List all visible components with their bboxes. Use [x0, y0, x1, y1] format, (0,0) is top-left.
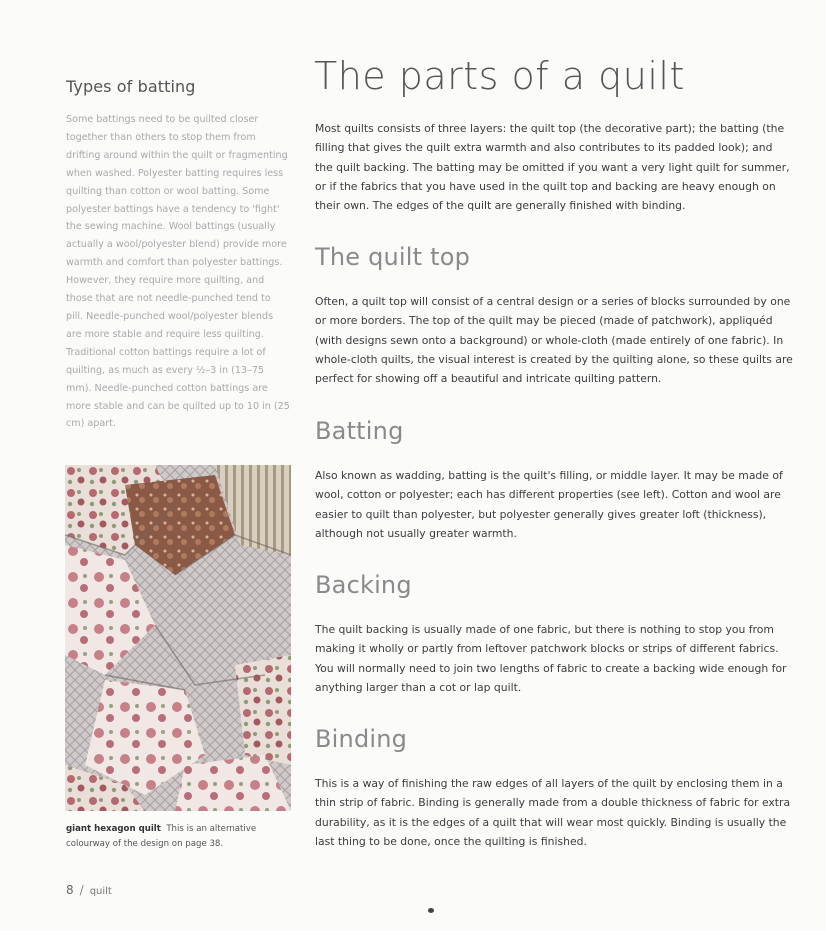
photo-caption [66, 822, 296, 851]
folio-separator: / [79, 883, 84, 897]
section-heading-binding: Binding [315, 725, 408, 753]
sidebar-body-text: Some battings need to be quilted closer together than others to stop them from drifting around within the quilt or fragmenting when washed. Polyester batting requires less quilting than cotton or wool batting. Some polyester battings have a tendency to 'fight' the sewing machine. Wool battings (usually actually a wool/polyester blend) provide more warmth and comfort than polyester battings. However, they require more quilting, and those that are not needle-punched tend to pill. Needle-punched wool/polyester blends are more stable and require less quilting. Traditional cotton battings require a lot of quilting, as much as every ½–3 in (13–75 mm). Needle-punched cotton battings are more stable and can be quilted up to 10 in (25 cm) apart. [66, 114, 290, 430]
decorative-dot [428, 908, 434, 913]
quilt-photo-illustration [65, 465, 291, 811]
section-body-binding: This is a way of finishing the raw edges of all layers of the quilt by enclosing them in a thin strip of fabric. Binding is generally made from a double thickness of fabric for extra durability, as it is the edges of a quilt that will wear most quickly. Binding is usually the last thing to be done, once the quilting is finished. [315, 777, 791, 848]
caption-text: This is an alternative colourway of the design on page 38. [66, 824, 257, 849]
section-heading-quilt-top: The quilt top [315, 243, 471, 271]
intro-paragraph: Most quilts consists of three layers: the quilt top (the decorative part); the batting (the filling that gives the quilt extra warmth and also contributes to its padded look); and the quilt backing. The batting may be omitted if you want a very light quilt for summer, or if the fabrics that you have used in the quilt top and backing are heavy enough on their own. The edges of the quilt are generally finished with binding. [315, 122, 790, 213]
quilt-photo [65, 465, 291, 811]
section-heading-batting: Batting [315, 417, 404, 445]
sidebar-heading: Types of batting [66, 77, 196, 96]
page-title: The parts of a quilt [314, 54, 685, 98]
folio-section: quilt [89, 886, 112, 897]
section-body-batting: Also known as wadding, batting is the quilt's filling, or middle layer. It may be made of wool, cotton or polyester; each has different properties (see left). Cotton and wool are easier to quilt than polyester, but polyester generally gives greater loft (thickness), although not usually greater warmth. [315, 469, 783, 540]
section-heading-backing: Backing [315, 571, 412, 599]
caption-title: giant hexagon quilt [66, 824, 161, 834]
section-body-quilt-top: Often, a quilt top will consist of a central design or a series of blocks surrounded by one or more borders. The top of the quilt may be pieced (made of patchwork), appliquéd (with designs sewn onto a background) or whole-cloth (made entirely of one fabric). In whole-cloth quilts, the visual interest is created by the quilting alone, so these quilts are perfect for showing off a beautiful and intricate quilting pattern. [315, 295, 793, 386]
page-folio [66, 883, 112, 897]
page-number: 8 [66, 883, 74, 897]
section-body-backing: The quilt backing is usually made of one fabric, but there is nothing to stop you from making it wholly or partly from leftover patchwork blocks or strips of different fabrics. You will normally need to join two lengths of fabric to create a backing wide enough for anything larger than a cot or lap quilt. [315, 623, 787, 694]
